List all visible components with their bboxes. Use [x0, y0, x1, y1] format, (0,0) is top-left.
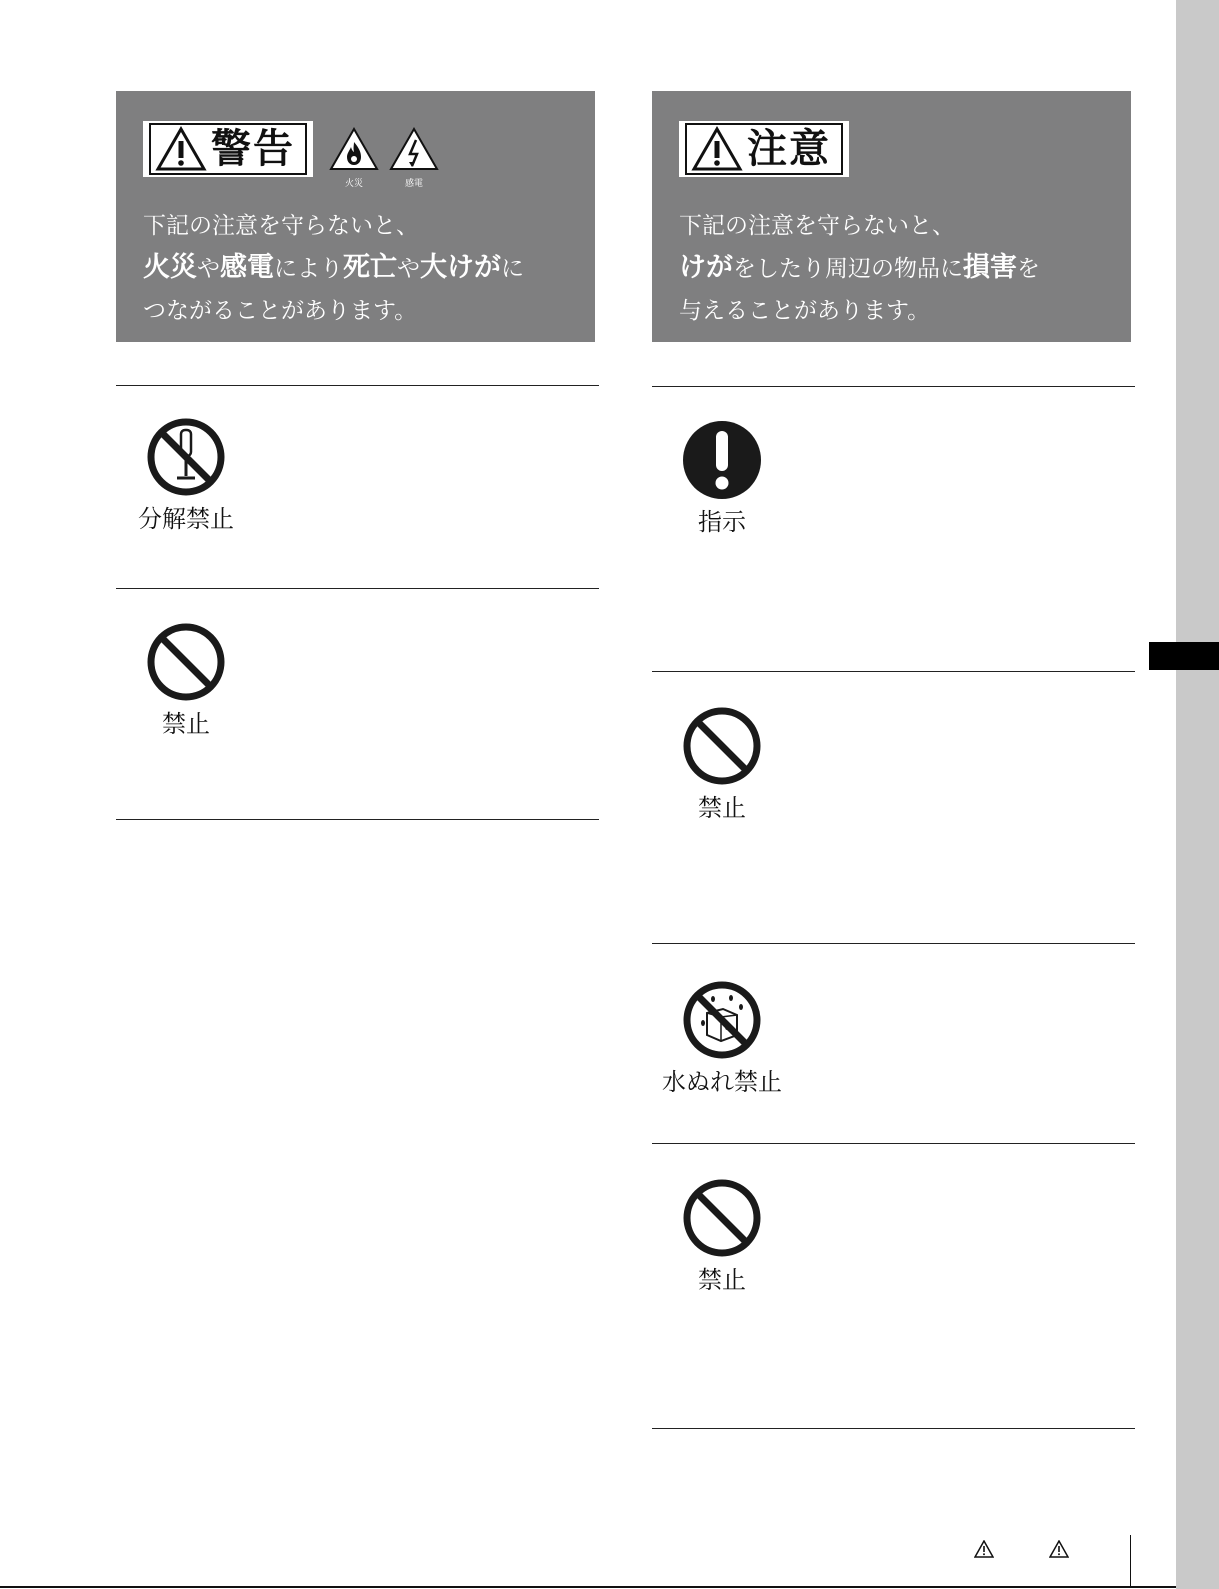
hazard-shock [389, 127, 439, 189]
symbol-label: 分解禁止 [138, 505, 234, 533]
symbol-label: 禁止 [698, 1266, 746, 1294]
footer-rule [0, 1586, 1176, 1588]
caution-message [679, 205, 1121, 332]
no-disassembly-icon [145, 416, 227, 498]
symbol-prohibition [126, 621, 246, 737]
divider [116, 385, 599, 386]
no-wet-icon [681, 979, 763, 1061]
hazard-shock-label: 感電 [404, 179, 423, 189]
warning-triangle-icon [1049, 1540, 1069, 1558]
side-index-tab [1149, 642, 1219, 670]
caution-title: 注意 [747, 126, 831, 172]
caution-line-3: 与えることがあります。 [679, 298, 931, 324]
hazard-icons [329, 127, 439, 189]
divider [652, 671, 1135, 672]
warning-phrase: 大けが [420, 252, 501, 283]
caution-phrase: けが [679, 252, 733, 283]
warning-phrase: 感電 [220, 252, 274, 283]
warning-line-3: つながることがあります。 [143, 298, 418, 324]
warning-phrase: や [197, 256, 220, 282]
divider [652, 386, 1135, 387]
caution-phrase: を [1017, 256, 1040, 282]
warning-line-1: 下記の注意を守らないと、 [143, 213, 419, 239]
instruction-icon [681, 419, 763, 501]
fire-hazard-icon [329, 127, 379, 171]
symbol-instruction [662, 419, 782, 535]
warning-phrase: 死亡 [343, 252, 397, 283]
divider [652, 943, 1135, 944]
divider [652, 1143, 1135, 1144]
warning-banner [116, 91, 595, 342]
shock-hazard-icon [389, 127, 439, 171]
divider [116, 819, 599, 820]
symbol-prohibition [662, 705, 782, 821]
symbol-no-wet [662, 979, 782, 1095]
symbol-no-disassembly [126, 416, 246, 532]
warning-sign [143, 121, 313, 177]
footer-divider [1130, 1535, 1131, 1587]
symbol-prohibition [662, 1177, 782, 1293]
caution-phrase: 損害 [963, 252, 1017, 283]
warning-phrase: に [501, 256, 524, 282]
divider [652, 1428, 1135, 1429]
side-index-strip [1176, 0, 1219, 1589]
warning-title: 警告 [211, 126, 295, 172]
warning-triangle-icon [155, 126, 207, 172]
warning-triangle-icon [974, 1540, 994, 1558]
divider [116, 588, 599, 589]
warning-phrase: や [397, 256, 420, 282]
warning-line-2 [143, 247, 585, 290]
symbol-label: 指示 [698, 508, 746, 536]
symbol-label: 水ぬれ禁止 [662, 1068, 782, 1096]
caution-banner [652, 91, 1131, 342]
caution-line-2 [679, 247, 1121, 290]
caution-phrase: をしたり周辺の物品に [733, 256, 963, 282]
prohibition-icon [681, 705, 763, 787]
caution-line-1: 下記の注意を守らないと、 [679, 213, 955, 239]
warning-message [143, 205, 585, 332]
warning-triangle-icon [691, 126, 743, 172]
hazard-fire [329, 127, 379, 189]
warning-phrase: 火災 [143, 252, 197, 283]
prohibition-icon [681, 1177, 763, 1259]
warning-phrase: により [274, 256, 343, 282]
prohibition-icon [145, 621, 227, 703]
hazard-fire-label: 火災 [344, 179, 363, 189]
symbol-label: 禁止 [698, 794, 746, 822]
symbol-label: 禁止 [162, 710, 210, 738]
caution-sign [679, 121, 849, 177]
